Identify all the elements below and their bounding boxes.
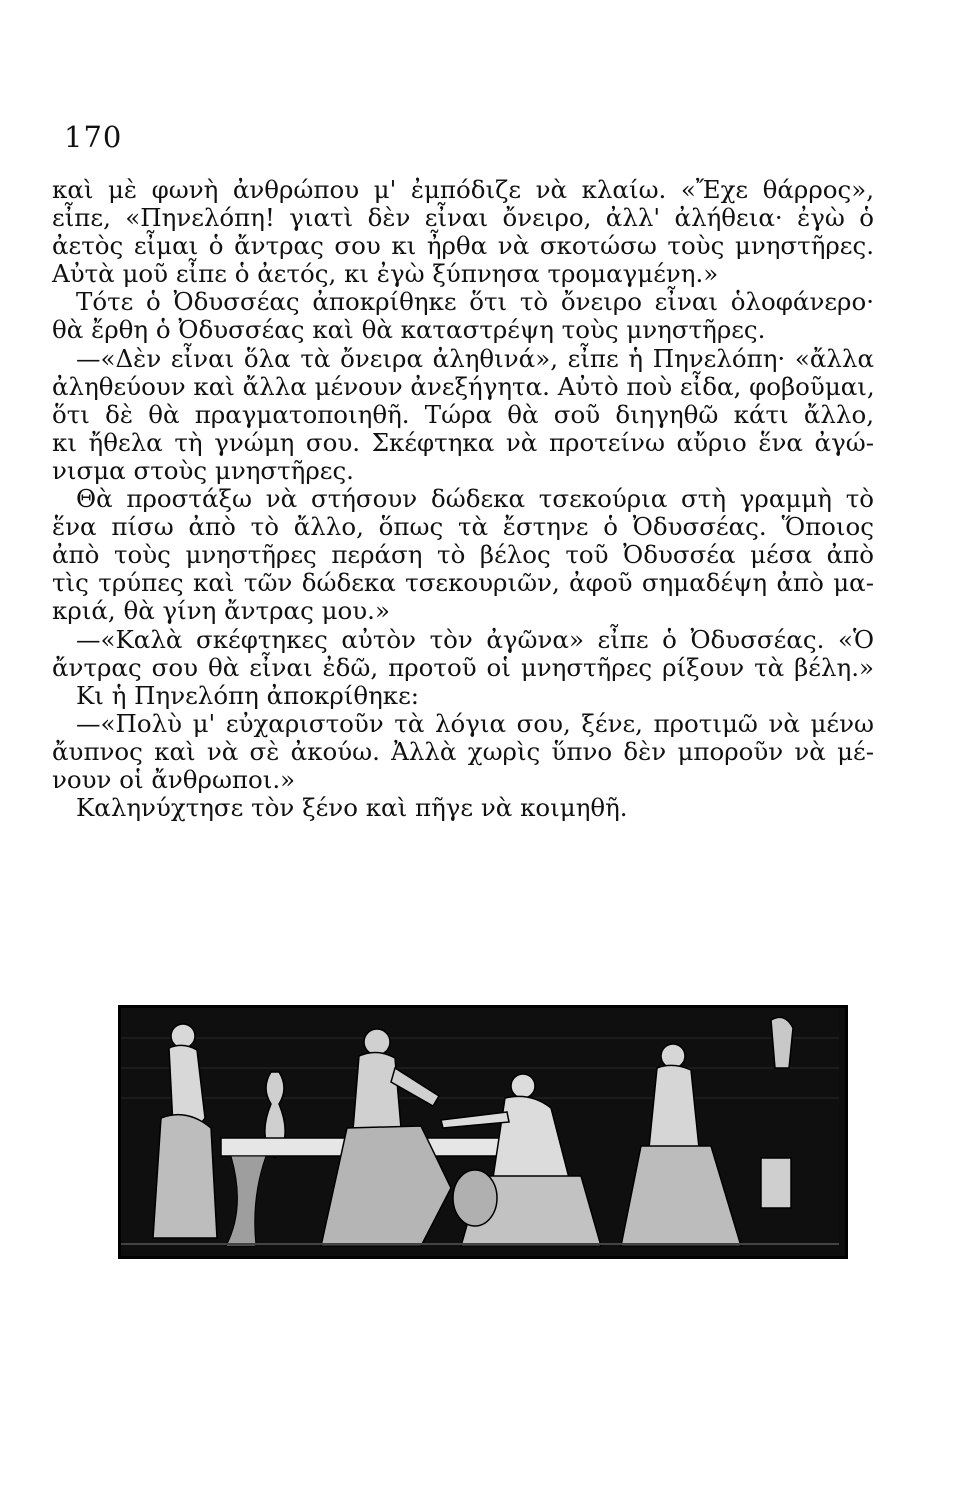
- text-line: Τότε ὁ Ὀδυσσέας ἀποκρίθηκε ὅτι τὸ ὄνειρο εἶναι ὁλοφάνερο·: [76, 287, 874, 317]
- body-text: [52, 176, 874, 822]
- floor-jar: [453, 1170, 497, 1226]
- text-line: κι ἤθελα τὴ γνώμη σου. Σκέφτηκα νὰ προτείνω αὔριο ἕνα ἀγώ-: [52, 427, 874, 457]
- text-line: —«Δὲν εἶναι ὅλα τὰ ὄνειρα ἀληθινά», εἶπε ἡ Πηνελόπη· «ἄλλα: [76, 343, 874, 373]
- text-line: ἀπὸ τοὺς μνηστῆρες περάση τὸ βέλος τοῦ Ὀδυσσέα μέσα ἀπὸ: [52, 540, 874, 570]
- text-line: —«Πολὺ μ' εὐχαριστοῦν τὰ λόγια σου, ξένε, προτιμῶ νὰ μένω: [76, 708, 874, 738]
- engraving-figures: [121, 1008, 839, 1250]
- text-line: ἀληθεύουν καὶ ἄλλα μένουν ἀνεξήγητα. Αὐτὸ ποὺ εἶδα, φοβοῦμαι,: [52, 371, 875, 401]
- text-line: κριά, θὰ γίνη ἄντρας μου.»: [52, 596, 390, 626]
- text-line: θὰ ἔρθη ὁ Ὀδυσσέας καὶ θὰ καταστρέψη τοὺς μνηστῆρες.: [52, 315, 766, 345]
- text-line: εἶπε, «Πηνελόπη! γιατὶ δὲν εἶναι ὄνειρο, ἀλλ' ἀλήθεια· ἐγὼ ὁ: [52, 203, 874, 233]
- text-line: Κι ἡ Πηνελόπη ἀποκρίθηκε:: [76, 680, 420, 710]
- text-line: Αὐτὰ μοῦ εἶπε ὁ ἀετός, κι ἐγὼ ξύπνησα τρομαγμένη.»: [52, 259, 719, 289]
- text-line: ἄντρας σου θὰ εἶναι ἐδῶ, προτοῦ οἱ μνηστῆρες ρίξουν τὰ βέλη.»: [52, 652, 874, 682]
- engraving-illustration: [118, 1005, 848, 1259]
- text-line: ἄυπνος καὶ νὰ σὲ ἀκούω. Ἀλλὰ χωρὶς ὕπνο δὲν μποροῦν νὰ μέ-: [52, 736, 874, 766]
- text-line: νισμα στοὺς μνηστῆρες.: [52, 455, 354, 485]
- text-line: Θὰ προστάξω νὰ στήσουν δώδεκα τσεκούρια στὴ γραμμὴ τὸ: [76, 484, 874, 514]
- text-line: Καληνύχτησε τὸν ξένο καὶ πῆγε νὰ κοιμηθῆ.: [76, 793, 628, 823]
- text-line: ὅτι δὲ θὰ πραγματοποιηθῆ. Τώρα θὰ σοῦ διηγηθῶ κάτι ἄλλο,: [52, 399, 874, 429]
- text-line: νουν οἱ ἄνθρωποι.»: [52, 764, 296, 794]
- bird-figure: [771, 1017, 793, 1068]
- chest: [761, 1158, 791, 1208]
- text-line: τὶς τρύπες καὶ τῶν δώδεκα τσεκουριῶν, ἀφοῦ σημαδέψη ἀπὸ μα-: [52, 568, 874, 598]
- text-line: ἕνα πίσω ἀπὸ τὸ ἄλλο, ὅπως τὰ ἔστηνε ὁ Ὀδυσσέας. Ὅποιος: [52, 512, 874, 542]
- text-line: καὶ μὲ φωνὴ ἀνθρώπου μ' ἐμπόδιζε νὰ κλαίω. «Ἔχε θάρρος»,: [52, 175, 874, 204]
- page-number: 170: [64, 120, 123, 154]
- text-line: —«Καλὰ σκέφτηκες αὐτὸν τὸν ἀγῶνα» εἶπε ὁ Ὀδυσσέας. «Ὁ: [76, 624, 874, 654]
- text-line: ἀετὸς εἶμαι ὁ ἄντρας σου κι ἦρθα νὰ σκοτώσω τοὺς μνηστῆρες.: [52, 231, 874, 261]
